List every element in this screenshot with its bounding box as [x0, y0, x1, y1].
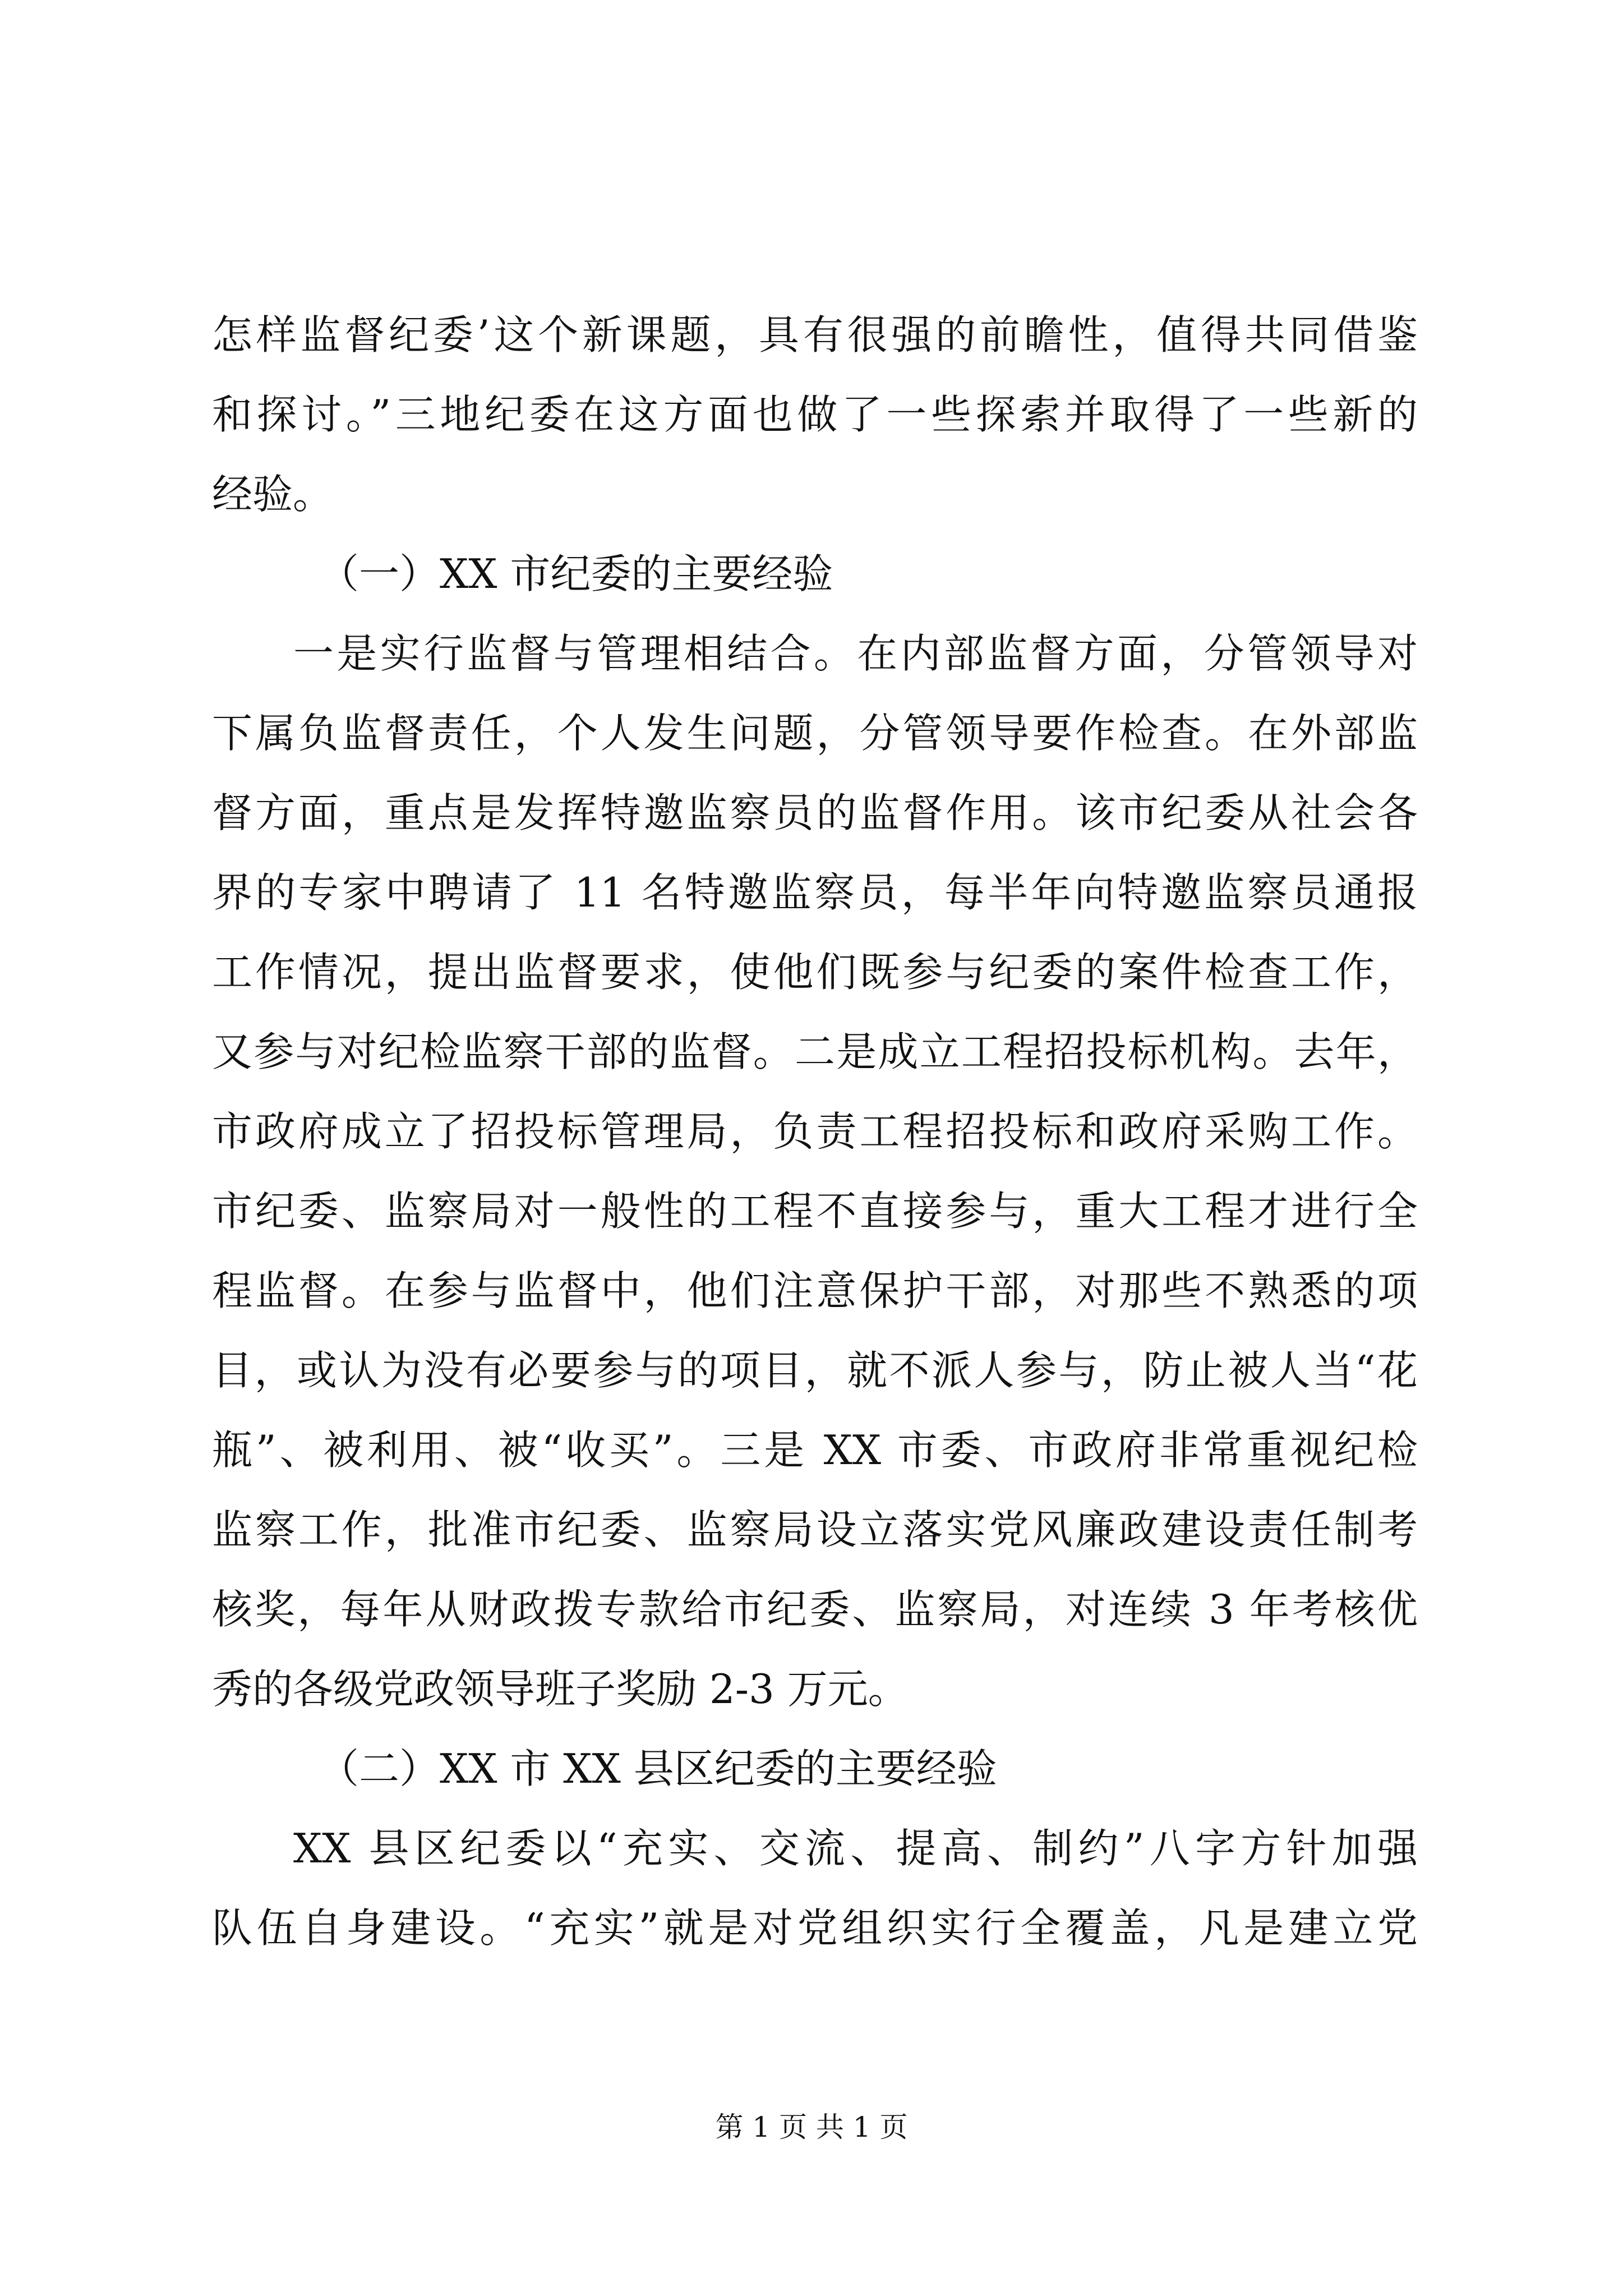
text-line: 市纪委、监察局对一般性的工程不直接参与，重大工程才进行全	[212, 1188, 1418, 1235]
text-line: 督方面，重点是发挥特邀监察员的监督作用。该市纪委从社会各	[212, 789, 1418, 836]
text-line: 核奖，每年从财政拨专款给市纪委、监察局，对连续 3 年考核优	[212, 1586, 1418, 1633]
section-heading: （一）XX 市纪委的主要经验	[319, 550, 833, 597]
text-line: 目，或认为没有必要参与的项目，就不派人参与，防止被人当“花	[212, 1347, 1418, 1394]
text-line: XX 县区纪委以“充实、交流、提高、制约”八字方针加强	[293, 1825, 1418, 1872]
section-heading: （二）XX 市 XX 县区纪委的主要经验	[319, 1745, 997, 1792]
text-line: 工作情况，提出监督要求，使他们既参与纪委的案件检查工作，	[212, 949, 1418, 996]
page-number-footer: 第 1 页 共 1 页	[715, 2111, 908, 2143]
text-line: 经验。	[212, 471, 334, 518]
text-line: 秀的各级党政领导班子奖励 2-3 万元。	[212, 1665, 909, 1713]
text-line: 怎样监督纪委’这个新课题，具有很强的前瞻性，值得共同借鉴	[212, 311, 1418, 358]
text-line: 瓶”、被利用、被“收买”。三是 XX 市委、市政府非常重视纪检	[212, 1427, 1418, 1474]
text-line: 界的专家中聘请了 11 名特邀监察员，每半年向特邀监察员通报	[212, 869, 1418, 916]
text-line: 市政府成立了招投标管理局，负责工程招投标和政府采购工作。	[212, 1108, 1418, 1155]
text-line: 下属负监督责任，个人发生问题，分管领导要作检查。在外部监	[212, 710, 1418, 757]
text-line: 程监督。在参与监督中，他们注意保护干部，对那些不熟悉的项	[212, 1267, 1418, 1314]
body-text	[212, 295, 1418, 1968]
text-line: 又参与对纪检监察干部的监督。二是成立工程招投标机构。去年，	[212, 1028, 1418, 1075]
text-line: 监察工作，批准市纪委、监察局设立落实党风廉政建设责任制考	[212, 1506, 1418, 1553]
text-line: 和探讨。”三地纪委在这方面也做了一些探索并取得了一些新的	[212, 391, 1418, 438]
text-line: 队伍自身建设。“充实”就是对党组织实行全覆盖，凡是建立党	[212, 1904, 1418, 1952]
text-line: 一是实行监督与管理相结合。在内部监督方面，分管领导对	[293, 630, 1418, 677]
